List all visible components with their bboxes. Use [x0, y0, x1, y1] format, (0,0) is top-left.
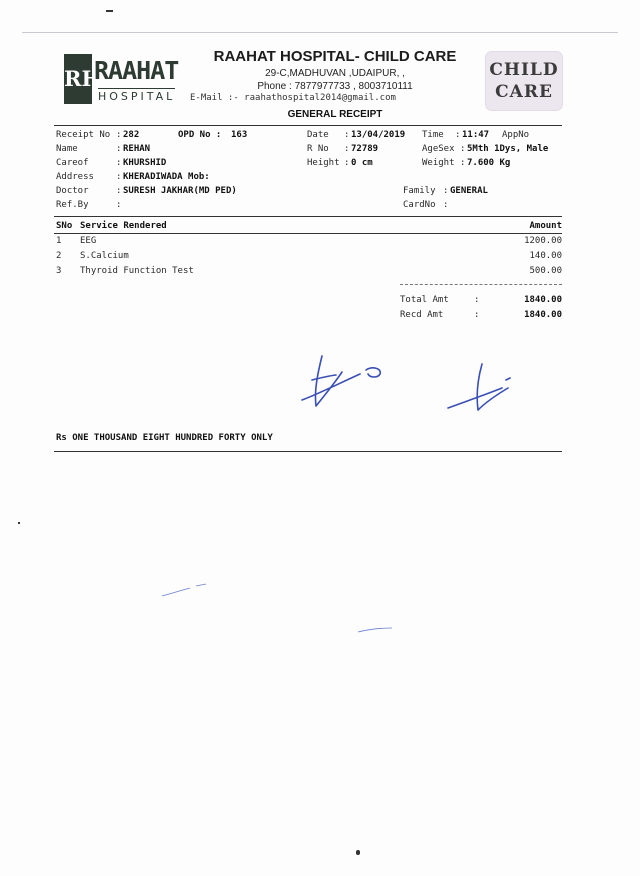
rno-label: R No — [307, 144, 329, 154]
signature-1 — [292, 350, 402, 414]
totals-dashed-rule — [400, 284, 562, 285]
colon: : — [460, 158, 466, 168]
name-label: Name — [56, 144, 78, 154]
amount-in-words: Rs ONE THOUSAND EIGHT HUNDRED FORTY ONLY — [56, 433, 273, 443]
weight-label: Weight — [422, 158, 455, 168]
table-header-rule — [54, 233, 562, 234]
total-label: Total Amt — [400, 295, 449, 305]
scan-speck — [356, 850, 360, 855]
scan-streak — [356, 624, 396, 638]
colon: : — [474, 295, 480, 305]
date-value: 13/04/2019 — [351, 130, 406, 140]
hospital-phone: Phone : 7877977733 , 8003710111 — [257, 81, 413, 92]
receipt-title: GENERAL RECEIPT — [287, 109, 383, 120]
height-value: 0 cm — [351, 158, 373, 168]
time-value: 11:47 — [462, 130, 490, 140]
raahat-logo — [64, 54, 179, 104]
logo-monogram: RH — [64, 54, 92, 104]
colon: : — [116, 172, 122, 182]
row-amount: 140.00 — [529, 251, 562, 261]
refby-label: Ref.By — [56, 200, 89, 210]
colon: : — [344, 144, 350, 154]
child-care-line1: CHILD — [489, 60, 559, 80]
agesex-label: AgeSex — [422, 144, 455, 154]
recd-label: Recd Amt — [400, 310, 444, 320]
colon: : — [116, 130, 122, 140]
signature-2 — [442, 360, 522, 418]
colon: : — [474, 310, 480, 320]
height-label: Height — [307, 158, 340, 168]
colon: : — [116, 158, 122, 168]
careof-value: KHURSHID — [123, 158, 167, 168]
family-value: GENERAL — [450, 186, 488, 196]
rno-value: 72789 — [351, 144, 379, 154]
scan-speck — [106, 10, 113, 12]
col-service-header: Service Rendered — [80, 221, 167, 231]
row-amount: 1200.00 — [524, 236, 562, 246]
colon: : — [460, 144, 466, 154]
row-service: Thyroid Function Test — [80, 266, 194, 276]
logo-name: RAAHAT — [94, 56, 179, 85]
footer-rule — [54, 451, 562, 452]
name-value: REHAN — [123, 144, 151, 154]
address-value: KHERADIWADA Mob: — [123, 172, 210, 182]
doctor-value: SURESH JAKHAR(MD PED) — [123, 186, 237, 196]
scan-streak — [160, 580, 210, 600]
col-amount-header: Amount — [529, 221, 562, 231]
row-service: EEG — [80, 236, 97, 246]
opd-no-label: OPD No : — [178, 130, 222, 140]
careof-label: Careof — [56, 158, 89, 168]
appno-label: AppNo — [502, 130, 530, 140]
recd-value: 1840.00 — [524, 310, 562, 320]
family-label: Family — [403, 186, 436, 196]
colon: : — [116, 144, 122, 154]
cardno-label: CardNo — [403, 200, 436, 210]
receipt-no-label: Receipt No — [56, 130, 111, 140]
child-care-line2: CARE — [495, 82, 553, 102]
row-service: S.Calcium — [80, 251, 129, 261]
page-top-edge — [22, 32, 618, 33]
total-value: 1840.00 — [524, 295, 562, 305]
colon: : — [443, 200, 449, 210]
row-sno: 1 — [56, 236, 62, 246]
header-rule — [54, 125, 562, 126]
hospital-name: RAAHAT HOSPITAL- CHILD CARE — [213, 48, 457, 65]
colon: : — [455, 130, 461, 140]
col-sno-header: SNo — [56, 221, 73, 231]
address-label: Address — [56, 172, 94, 182]
colon: : — [443, 186, 449, 196]
info-rule — [54, 216, 562, 217]
hospital-email: E-Mail :- raahathospital2014@gmail.com — [190, 93, 396, 103]
logo-sub: HOSPITAL — [98, 90, 176, 103]
opd-no-value: 163 — [231, 130, 248, 140]
date-label: Date — [307, 130, 329, 140]
colon: : — [344, 158, 350, 168]
weight-value: 7.600 Kg — [467, 158, 511, 168]
time-label: Time — [422, 130, 444, 140]
row-sno: 3 — [56, 266, 62, 276]
colon: : — [344, 130, 350, 140]
agesex-value: 5Mth 1Dys, Male — [467, 144, 549, 154]
row-sno: 2 — [56, 251, 62, 261]
receipt-no-value: 282 — [123, 130, 140, 140]
doctor-label: Doctor — [56, 186, 89, 196]
row-amount: 500.00 — [529, 266, 562, 276]
hospital-address: 29-C,MADHUVAN ,UDAIPUR, , — [265, 68, 405, 79]
scan-speck — [18, 522, 20, 524]
colon: : — [116, 186, 122, 196]
colon: : — [116, 200, 122, 210]
